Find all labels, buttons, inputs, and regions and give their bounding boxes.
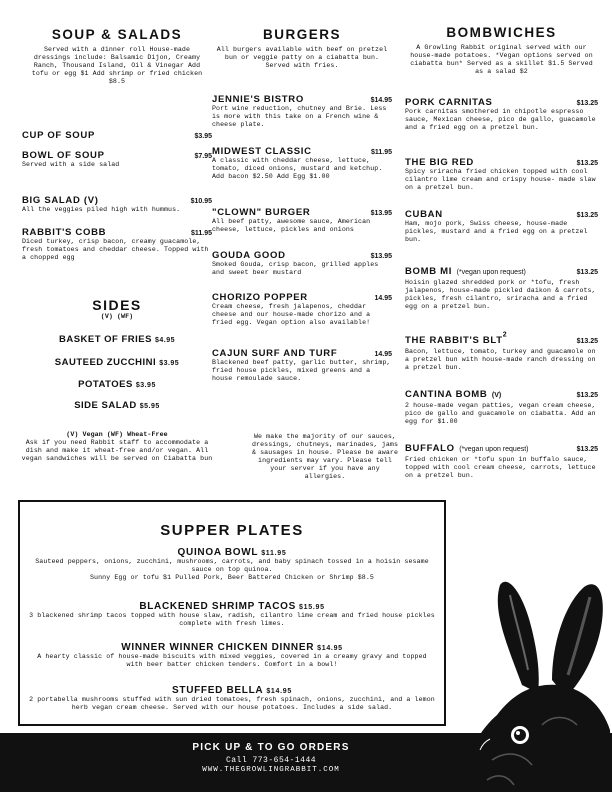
bombwiches-title: BOMBWICHES (446, 25, 557, 40)
supper-item (20, 601, 444, 628)
menu-item (405, 384, 598, 426)
soup-salads-title: SOUP & SALADS (51, 27, 183, 42)
item-price: $13.25 (576, 392, 598, 399)
sides-title: SIDES (92, 297, 142, 313)
item-description: Blackened beef patty, garlic butter, shrimp, fried house pickles, mixed greens and a house remoulade sauce. (212, 359, 391, 382)
item-description: Ham, mojo pork, Swiss cheese, house-made pickles, mustard and a fried egg on a pretzel bun. (405, 220, 588, 243)
item-description: Smoked Gouda, crisp bacon, grilled apples and sweet beer mustard (212, 261, 379, 276)
allergy-note: We make the majority of our sauces, dressings, chutneys, marinades, jams & sausages in house. Please be aware ingredients may vary. Please tell your server if you have any allergies. (251, 433, 399, 480)
item-description: Port wine reduction, chutney and Brie. Less is more with this take on a French wine & cheese plate. (212, 105, 387, 128)
item-description: Spicy sriracha fried chicken topped with cool cilantro lime cream and crispy house- made slaw on a pretzel bun. (405, 168, 596, 191)
item-price: $15.95 (299, 604, 325, 611)
item-price: $10.95 (190, 198, 212, 205)
diet-legend: (V) Vegan (WF) Wheat-Free (66, 431, 168, 438)
item-name: BLACKENED SHRIMP TACOS (139, 601, 297, 612)
rabbit-illustration (452, 575, 612, 792)
item-name: CUBAN (405, 209, 443, 220)
item-price: 14.95 (374, 295, 392, 302)
item-name: BIG SALAD (V) (22, 195, 99, 206)
bombwiches-section (405, 0, 598, 479)
item-name: STUFFED BELLA (172, 685, 264, 696)
item-name: THE BIG RED (405, 157, 474, 168)
item-price: $13.25 (576, 446, 598, 453)
side-price: $5.95 (139, 403, 160, 410)
item-description: All the veggies piled high with hummus. (22, 206, 181, 213)
item-description: A hearty classic of house-made biscuits with mixed veggies, covered in a creamy gravy and topped with beer batter chicken tenders. Comfort in a bowl! (37, 653, 427, 668)
item-description: A classic with cheddar cheese, lettuce, tomato, diced onions, mustard and ketchup. Add bacon $2.50 Add Egg $1.00 (212, 157, 383, 180)
phone-number[interactable]: Call 773-654-1444 (225, 756, 317, 765)
item-price: $14.95 (266, 688, 292, 695)
menu-item (405, 209, 598, 244)
menu-item (405, 157, 598, 192)
item-name: MIDWEST CLASSIC (212, 146, 312, 157)
item-description: Hoisin glazed shredded pork or *tofu, fresh jalapenos, house-made pickled daikon & carrots, pickles, fresh cilantro, sriracha and a fried egg on a pretzel bun. (405, 279, 596, 310)
item-name: BOMB MI (405, 266, 453, 277)
item-description: Sauteed peppers, onions, zucchini, mushrooms, carrots, and baby spinach tossed in a hoisin sesame sauce on top quinoa. (35, 558, 429, 573)
burgers-intro: All burgers available with beef on pretzel bun or veggie patty on a ciabatta bun. Served with fries. (216, 46, 388, 69)
item-note: (*vegan upon request) (459, 446, 529, 453)
item-price: $11.95 (190, 230, 212, 237)
item-description: Served with a side salad (22, 161, 120, 168)
menu-item (22, 150, 212, 169)
item-price: $13.95 (370, 253, 392, 260)
burgers-section (212, 0, 399, 480)
supper-plates-box (18, 500, 446, 726)
item-name: CAJUN SURF AND TURF (212, 348, 338, 359)
sides-section (21, 297, 213, 462)
item-name: CHORIZO POPPER (212, 292, 308, 303)
menu-item (212, 146, 392, 181)
item-name: GOUDA GOOD (212, 250, 286, 261)
menu-item (212, 348, 392, 383)
menu-item (405, 438, 598, 480)
item-name: BOWL OF SOUP (22, 150, 105, 161)
item-name: CUP OF SOUP (22, 130, 95, 141)
side-item (22, 357, 212, 368)
side-name: SAUTEED ZUCCHINI (54, 357, 157, 368)
supper-item (20, 642, 444, 669)
soup-salads-section (22, 0, 212, 261)
item-price: $13.25 (576, 100, 598, 107)
soup-salads-intro: Served with a dinner roll House-made dressings include: Balsamic Dijon, Creamy Ranch, Thousand Island, Oil & Vinegar Add tofu or egg $1 Add shrimp or fried chicken $8.5 (31, 46, 203, 85)
menu-item (212, 292, 392, 327)
side-price: $3.95 (135, 382, 156, 389)
item-description: Diced turkey, crisp bacon, creamy guacamole, fresh tomatoes and cheddar cheese. Topped with a chopped egg (22, 238, 209, 261)
menu-item (212, 207, 392, 234)
item-description: 2 house-made vegan patties, vegan cream cheese, pico de gallo and guacamole on ciabatta. Add an egg for $1.00 (405, 402, 596, 425)
menu-item (212, 250, 392, 277)
menu-item (22, 130, 212, 141)
sides-subtitle: (V) (WF) (100, 313, 134, 320)
item-description: Bacon, lettuce, tomato, turkey and guacamole on a pretzel bun with house-made ranch dressing on a pretzel bun. (405, 348, 596, 371)
menu-item (405, 330, 598, 372)
side-name: BASKET OF FRIES (58, 334, 152, 345)
side-name: POTATOES (78, 379, 133, 390)
item-price: $14.95 (370, 97, 392, 104)
item-note: (*vegan upon request) (456, 269, 526, 276)
item-description: 2 portabella mushrooms stuffed with sun dried tomatoes, fresh spinach, onions, zucchini, and a lemon herb vegan cream cheese. Served with our house potatoes. Includes a side salad. (29, 696, 435, 711)
supper-item (20, 547, 444, 582)
item-price: $11.95 (370, 149, 392, 156)
side-name: SIDE SALAD (74, 400, 137, 411)
menu-item (212, 94, 392, 129)
diet-note: Ask if you need Rabbit staff to accommodate a dish and make it wheat-free and/or vegan. All vegan sandwiches will be served on Ciabatta bun (21, 439, 213, 462)
item-extra: Sunny Egg or tofu $1 Pulled Pork, Beer Battered Chicken or Shrimp $8.5 (90, 574, 374, 581)
item-name: PORK CARNITAS (405, 97, 493, 108)
bombwiches-intro: A Growling Rabbit original served with our house-made potatoes. *Vegan options served on ciabatta bun* Served as a skillet $1.5 Served as a salad $2 (410, 44, 593, 75)
item-description: 3 blackened shrimp tacos topped with house slaw, radish, cilantro lime cream and fried house pickles complete with fresh limes. (29, 612, 435, 627)
item-note: (V) (491, 392, 502, 399)
menu-item (405, 261, 598, 311)
item-price: $13.25 (576, 212, 598, 219)
item-name: QUINOA BOWL (177, 547, 259, 558)
item-price: $14.95 (317, 645, 343, 652)
supper-plates-title: SUPPER PLATES (160, 522, 304, 539)
item-name: CANTINA BOMB (405, 389, 488, 400)
side-item (22, 379, 212, 390)
item-name: JENNIE'S BISTRO (212, 94, 304, 105)
item-superscript: 2 (502, 331, 507, 339)
item-description: All beef patty, awesome sauce, American cheese, lettuce, pickles and onions (212, 218, 371, 233)
menu-item (405, 97, 598, 132)
side-item (22, 400, 212, 411)
side-price: $3.95 (159, 360, 180, 367)
item-name: WINNER WINNER CHICKEN DINNER (121, 642, 315, 653)
item-name: "CLOWN" BURGER (212, 207, 311, 218)
burgers-title: BURGERS (262, 27, 341, 42)
item-price: $13.25 (576, 160, 598, 167)
item-price: $13.95 (370, 210, 392, 217)
item-description: Pork carnitas smothered in chipotle espresso sauce, Mexican cheese, pico de gallo, guacamole and a fried egg on a pretzel bun. (405, 108, 596, 131)
menu-item (22, 195, 212, 214)
website-link[interactable]: WWW.THEGROWLINGRABBIT.COM (202, 766, 340, 774)
item-name: BUFFALO (405, 443, 455, 454)
item-description: Cream cheese, fresh jalapenos, cheddar cheese and our house-made chorizo and a fried egg. Vegan option also available! (212, 303, 371, 326)
item-price: $13.25 (576, 338, 598, 345)
item-description: Fried chicken or *tofu spun in buffalo sauce, topped with cool cream cheese, carrots, lettuce on a pretzel bun. (405, 456, 596, 479)
item-price: $13.25 (576, 269, 598, 276)
side-item (22, 334, 212, 345)
item-price: $7.95 (194, 153, 212, 160)
item-price: $11.95 (261, 550, 287, 557)
menu-item (22, 227, 212, 262)
item-price: 14.95 (374, 351, 392, 358)
item-name: THE RABBIT'S BLT (405, 335, 503, 346)
item-name: RABBIT'S COBB (22, 227, 107, 238)
pickup-heading: PICK UP & TO GO ORDERS (192, 742, 350, 753)
item-price: $3.95 (194, 133, 212, 140)
supper-item (20, 685, 444, 712)
side-price: $4.95 (154, 337, 176, 344)
